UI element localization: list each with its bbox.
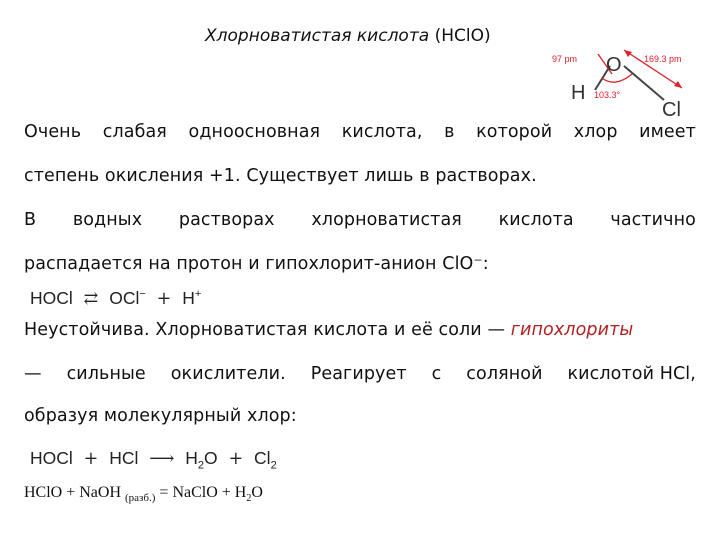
word: окислители. [170,364,286,384]
hypochlorites-link[interactable]: гипохлориты [510,320,634,340]
word: В [24,210,37,230]
atom-h: H [571,82,586,104]
para1-line2: степень окисления +1. Существует лишь в растворах. [24,166,537,186]
word: частично [610,210,696,230]
word: кислота [498,210,574,230]
word: соляной [466,364,543,384]
eq3-c: O [251,484,263,501]
eq1-right2-sup: + [194,288,202,301]
word: имеет [639,122,696,142]
eq3-cond: (разб.) [125,492,156,504]
para3-line3: образуя молекулярный хлор: [24,406,297,426]
page-title [205,26,491,46]
word: с [431,364,442,384]
eq2-p1-tail: O [203,448,218,468]
word: хлорноватистая [311,210,462,230]
word: в [444,122,455,142]
eq1-right1: OCl [109,288,140,308]
eq3-a: HClO + NaOH [24,484,126,501]
word: кислота, [341,122,423,142]
angle-label: 103.3° [594,90,621,100]
equation-neutralization [24,484,263,504]
bond-oh-label: 97 pm [552,54,578,64]
bond-ocl [624,66,664,100]
eq2-p2: Cl [254,448,271,468]
word: Реагирует [310,364,407,384]
eq2-p2-sub: 2 [270,459,277,472]
word: одноосновная [188,122,321,142]
eq2-arrow: ⟶ [149,449,175,469]
word: слабая [102,122,167,142]
eq2-p1-sub: 2 [197,459,204,472]
title-formula: (HClO) [434,26,491,46]
eq1-right2: H [182,288,195,308]
eq1-arrow: ⇄ [83,289,99,309]
arrow-head-ocl [674,81,682,88]
para2-line2: распадается на протон и гипохлорит-анион ClO⁻: [24,254,489,274]
eq1-left: HOCl [30,288,73,308]
word: хлор [573,122,618,142]
word: — [24,364,42,384]
eq2-r2: HCl [109,448,139,468]
word: растворах [178,210,275,230]
eq1-plus: + [156,289,172,309]
para1-line1 [24,122,696,142]
equation-chlorine [30,448,277,472]
atom-cl: Cl [662,99,681,121]
word: Очень [24,122,82,142]
para2-line1 [24,210,696,230]
word: сильные [66,364,146,384]
eq2-p1: H [185,448,198,468]
eq2-plus2: + [228,449,244,469]
para3-line2 [24,364,696,384]
atom-o: O [606,54,622,76]
para3-line1-start: Неустойчива. Хлорноватистая кислота и её соли — [24,320,511,340]
word: кислотой HCl, [567,364,696,384]
eq2-r1: HOCl [30,448,73,468]
molecule-diagram [540,44,720,122]
title-text: Хлорноватистая кислота [205,26,430,46]
word: водных [72,210,143,230]
eq3-b: = NaClO + H [155,484,247,501]
arrow-head-ocl-start [624,50,632,57]
para3-line1 [24,320,633,340]
word: которой [476,122,553,142]
eq2-plus1: + [83,449,99,469]
bond-ocl-label: 169.3 pm [644,54,682,64]
eq3-sub: 2 [246,493,252,505]
eq1-right1-sup: − [139,288,146,301]
equation-dissociation [30,288,201,309]
